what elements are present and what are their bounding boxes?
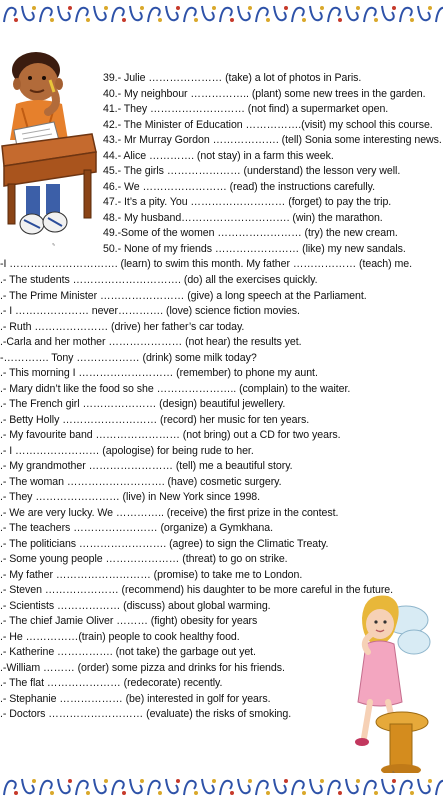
border-motif <box>166 6 180 20</box>
border-motif <box>166 779 180 793</box>
border-motif <box>310 779 324 793</box>
border-motif <box>220 781 234 795</box>
exercise-item: .- Steven ………………… (recommend) his daughter to be more careful in the future. <box>0 584 394 596</box>
border-motif <box>310 6 324 20</box>
exercise-item: .- I ………………… never…………. (love) science fiction movies. <box>0 305 300 317</box>
border-motif <box>274 6 288 20</box>
exercise-item: .- This morning I ……………………… (remember) to phone my aunt. <box>0 367 318 379</box>
border-motif <box>4 781 18 795</box>
exercise-item: .- The flat ………………… (redecorate) recently. <box>0 677 223 689</box>
exercise-item-47: 47.- It’s a pity. You ……………………… (forget) to pay the trip. <box>103 196 392 208</box>
exercise-item-49: 49.-Some of the women …………………… (try) the new cream. <box>103 227 398 239</box>
border-motif <box>22 6 36 20</box>
exercise-item: -I …………………………. (learn) to swim this month. My father ……………… (teach) me. <box>0 258 413 270</box>
exercise-item: .- The chief Jamie Oliver ……… (fight) obesity for years <box>0 615 258 627</box>
decorative-border-bottom <box>0 773 443 801</box>
border-motif <box>364 781 378 795</box>
border-motif <box>382 779 396 793</box>
border-motif <box>418 779 432 793</box>
exercise-item: .- The French girl ………………… (design) beautiful jewellery. <box>0 398 286 410</box>
border-motif <box>382 6 396 20</box>
exercise-item: .- Scientists ……………… (discuss) about global warming. <box>0 600 271 612</box>
border-motif <box>22 779 36 793</box>
border-motif <box>94 779 108 793</box>
exercise-item: .-William ……… (order) some pizza and drinks for his friends. <box>0 662 285 674</box>
exercise-item: .- My father ……………………… (promise) to take me to London. <box>0 569 303 581</box>
border-motif <box>328 781 342 795</box>
exercise-item: .- Katherine ……………. (not take) the garbage out yet. <box>0 646 256 658</box>
exercise-item: -…………. Tony ……………… (drink) some milk today? <box>0 352 257 364</box>
border-motif <box>238 6 252 20</box>
exercise-item: .- The teachers …………………… (organize) a Gymkhana. <box>0 522 273 534</box>
border-motif <box>112 781 126 795</box>
exercise-item-48: 48.- My husband…………………………. (win) the marathon. <box>103 212 383 224</box>
exercise-item-45: 45.- The girls ………………… (understand) the lesson very well. <box>103 165 401 177</box>
exercise-item-41: 41.- They ……………………… (not find) a supermarket open. <box>103 103 389 115</box>
border-motif <box>40 8 54 22</box>
exercise-item: .- He ……………(train) people to cook healthy food. <box>0 631 240 643</box>
border-motif <box>400 8 414 22</box>
border-motif <box>436 781 443 795</box>
border-motif <box>184 781 198 795</box>
border-motif <box>364 8 378 22</box>
exercise-item: .- The politicians ……………………. (agree) to sign the Climatic Treaty. <box>0 538 329 550</box>
exercise-item: .- The woman ………………………. (have) cosmetic surgery. <box>0 476 282 488</box>
exercise-item: .-Carla and her mother ………………… (not hear) the results yet. <box>0 336 302 348</box>
border-motif <box>130 6 144 20</box>
exercise-item: .- Mary didn’t like the food so she ………………….. (complain) to the waiter. <box>0 383 351 395</box>
border-motif <box>148 8 162 22</box>
exercise-item: .- They …………………… (live) in New York since 1998. <box>0 491 261 503</box>
decorative-border-top <box>0 0 443 28</box>
border-motif <box>58 779 72 793</box>
border-motif <box>346 6 360 20</box>
border-motif <box>418 6 432 20</box>
exercise-item-44: 44.- Alice …………. (not stay) in a farm this week. <box>103 150 334 162</box>
border-motif <box>40 781 54 795</box>
border-motif <box>148 781 162 795</box>
exercise-item: .- My grandmother …………………… (tell) me a beautiful story. <box>0 460 293 472</box>
exercise-item-39: 39.- Julie ………………… (take) a lot of photos in Paris. <box>103 72 362 84</box>
border-motif <box>184 8 198 22</box>
clipart-credit: ✎ <box>52 242 56 247</box>
border-motif <box>400 781 414 795</box>
exercise-item: .- I …………………… (apologise) for being rude to her. <box>0 445 254 457</box>
border-motif <box>76 8 90 22</box>
exercise-item: .- Stephanie ……………… (be) interested in golf for years. <box>0 693 271 705</box>
exercise-item-46: 46.- We …………………… (read) the instructions carefully. <box>103 181 375 193</box>
border-motif <box>202 779 216 793</box>
border-motif <box>76 781 90 795</box>
exercise-item: .- Doctors ……………………… (evaluate) the risks of smoking. <box>0 708 292 720</box>
exercise-item: .- Betty Holly ……………………… (record) her music for ten years. <box>0 414 310 426</box>
decorative-border-icon <box>0 773 443 801</box>
border-motif <box>130 779 144 793</box>
border-motif <box>220 8 234 22</box>
exercise-item-40: 40.- My neighbour …………….. (plant) some new trees in the garden. <box>103 88 426 100</box>
border-motif <box>436 8 443 22</box>
border-motif <box>292 781 306 795</box>
exercise-item: .- The Prime Minister …………………… (give) a long speech at the Parliament. <box>0 290 367 302</box>
decorative-border-icon <box>0 0 443 28</box>
border-motif <box>4 8 18 22</box>
exercise-item: .- Ruth ………………… (drive) her father’s car today. <box>0 321 245 333</box>
teacher-boy-clipart-icon <box>0 48 98 248</box>
border-motif <box>274 779 288 793</box>
border-motif <box>238 779 252 793</box>
exercise-item: .- Some young people ………………… (threat) to go on strike. <box>0 553 288 565</box>
border-motif <box>328 8 342 22</box>
exercise-item: .- We are very lucky. We ………….. (receive) the first prize in the contest. <box>0 507 339 519</box>
border-motif <box>292 8 306 22</box>
exercise-item: .- My favourite band …………………… (not bring) out a CD for two years. <box>0 429 341 441</box>
border-motif <box>256 8 270 22</box>
border-motif <box>112 8 126 22</box>
exercise-item: .- The students …………………………. (do) all the exercises quickly. <box>0 274 318 286</box>
exercise-item-50: 50.- None of my friends …………………… (like) my new sandals. <box>103 243 406 255</box>
border-motif <box>58 6 72 20</box>
border-motif <box>346 779 360 793</box>
fairy-clipart-icon <box>332 582 436 778</box>
border-motif <box>202 6 216 20</box>
exercise-item-42: 42.- The Minister of Education …………….(visit) my school this course. <box>103 119 433 131</box>
border-motif <box>94 6 108 20</box>
exercise-item-43: 43.- Mr Murray Gordon ………………. (tell) Sonia some interesting news. <box>103 134 442 146</box>
border-motif <box>256 781 270 795</box>
